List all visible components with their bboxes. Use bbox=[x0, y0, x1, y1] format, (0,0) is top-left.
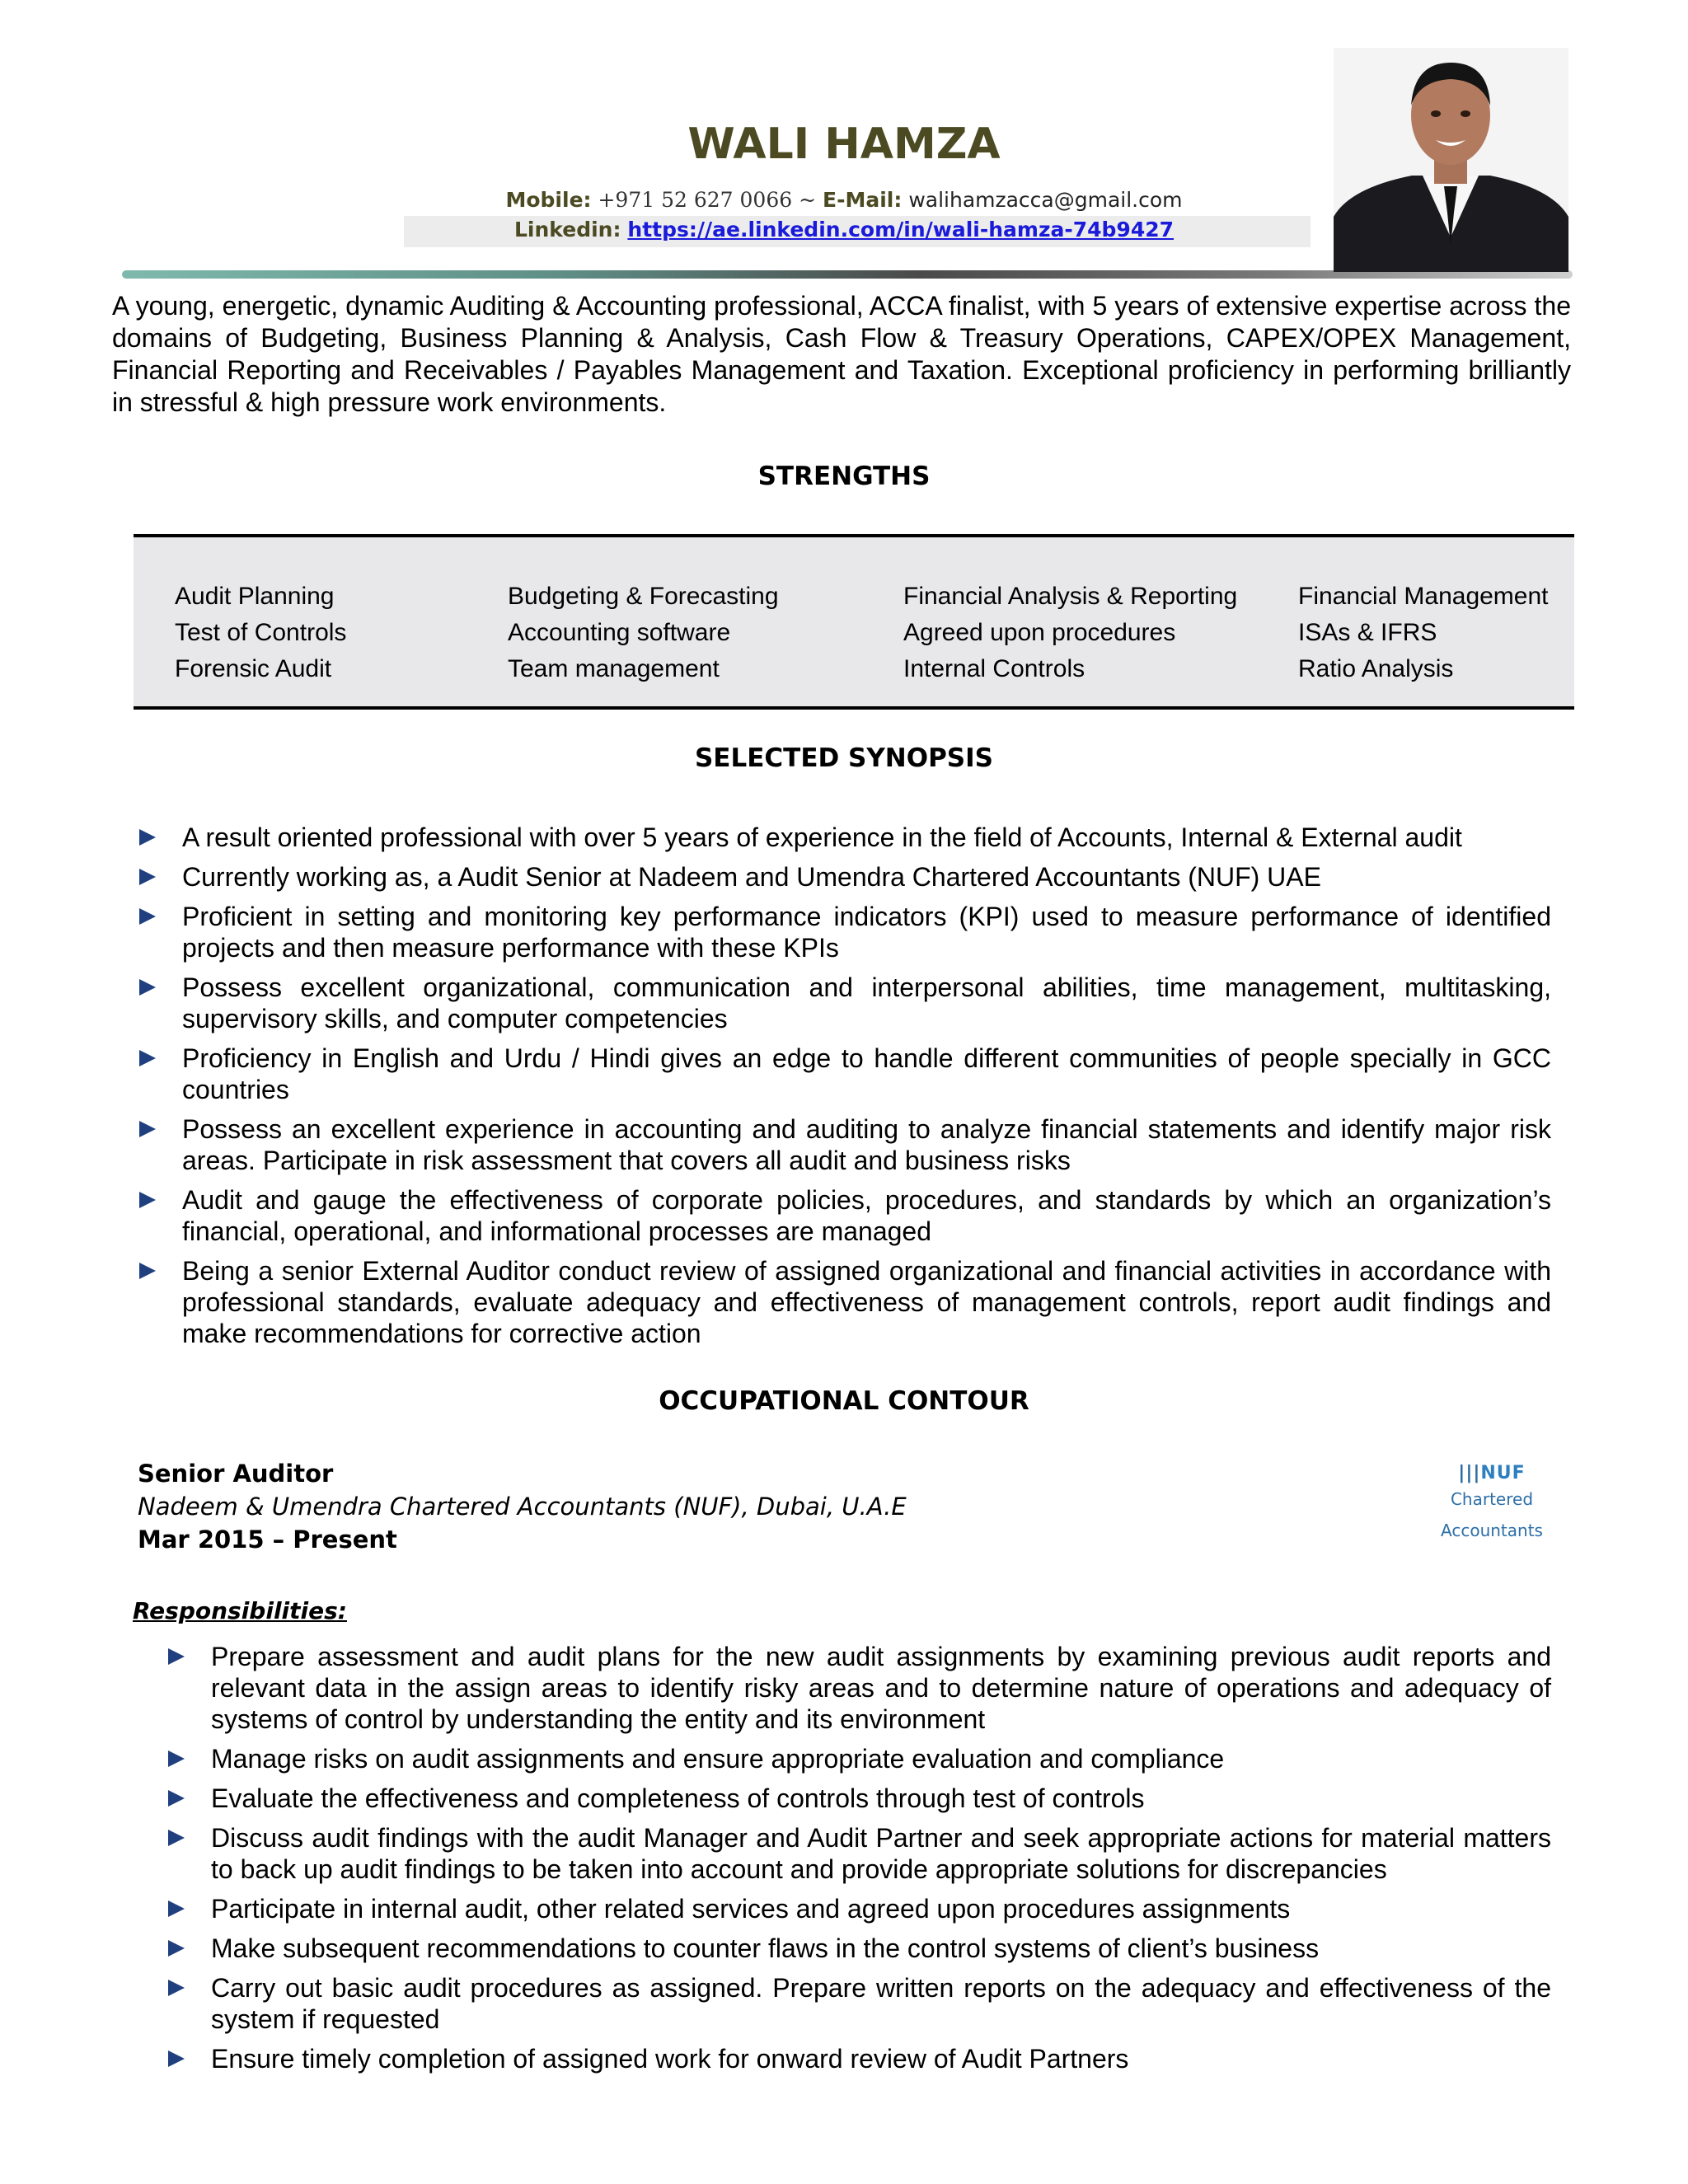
strength-item: Team management bbox=[508, 655, 720, 682]
job-entry bbox=[138, 1457, 907, 1556]
list-item: Ensure timely completion of assigned work for onward review of Audit Partners bbox=[168, 2043, 1551, 2074]
strengths-column-4 bbox=[1298, 579, 1549, 687]
logo-bars-icon: ||| bbox=[1458, 1463, 1481, 1483]
list-item: Prepare assessment and audit plans for the new audit assignments by examining previous audit reports and relevant data in the assign areas to identify risky areas and to determine nature of operations and adequacy of systems of control by understanding the entity and its environment bbox=[168, 1641, 1551, 1735]
mobile-label: Mobile: bbox=[505, 188, 592, 212]
synopsis-list bbox=[139, 822, 1551, 1357]
responsibilities-list bbox=[168, 1641, 1551, 2083]
company-logo bbox=[1426, 1463, 1558, 1554]
strength-item: Financial Management bbox=[1298, 583, 1549, 610]
strength-item: Budgeting & Forecasting bbox=[508, 583, 779, 610]
list-item: Possess excellent organizational, communication and interpersonal abilities, time management, multitasking, supervisory skills, and computer competencies bbox=[139, 972, 1551, 1034]
list-item: Currently working as, a Audit Senior at Nadeem and Umendra Chartered Accountants (NUF) UAE bbox=[139, 861, 1551, 893]
bullet-arrow-icon bbox=[168, 1830, 185, 1846]
list-item: Proficient in setting and monitoring key performance indicators (KPI) used to measure performance of identified projects and then measure performance with these KPIs bbox=[139, 901, 1551, 963]
logo-line-1: Chartered bbox=[1450, 1489, 1534, 1509]
strengths-column-2 bbox=[508, 579, 779, 687]
profile-photo bbox=[1334, 48, 1568, 272]
list-item: Being a senior External Auditor conduct review of assigned organizational and financial activities in accordance with professional standards, evaluate adequacy and effectiveness of management controls, report audit findings and make recommendations for corrective action bbox=[139, 1255, 1551, 1349]
email-address[interactable]: walihamzacca@gmail.com bbox=[908, 188, 1183, 212]
strengths-column-1 bbox=[175, 579, 346, 687]
strengths-heading: STRENGTHS bbox=[757, 462, 931, 491]
bullet-arrow-icon bbox=[139, 1050, 156, 1066]
strength-item: Forensic Audit bbox=[175, 655, 332, 682]
strength-item: Agreed upon procedures bbox=[903, 619, 1176, 646]
linkedin-link[interactable]: https://ae.linkedin.com/in/wali-hamza-74b9427 bbox=[627, 218, 1175, 241]
occupational-heading: OCCUPATIONAL CONTOUR bbox=[659, 1386, 1029, 1416]
list-item: Manage risks on audit assignments and ensure appropriate evaluation and compliance bbox=[168, 1743, 1551, 1774]
bullet-arrow-icon bbox=[139, 1192, 156, 1208]
bullet-arrow-icon bbox=[139, 1121, 156, 1137]
bullet-arrow-icon bbox=[168, 1790, 185, 1807]
bullet-arrow-icon bbox=[168, 1980, 185, 1996]
strength-item: Internal Controls bbox=[903, 655, 1085, 682]
job-company: Nadeem & Umendra Chartered Accountants (NUF), Dubai, U.A.E bbox=[138, 1493, 907, 1521]
job-title: Senior Auditor bbox=[138, 1460, 334, 1488]
job-period: Mar 2015 – Present bbox=[138, 1526, 397, 1554]
strengths-box bbox=[134, 534, 1574, 710]
linkedin-label: Linkedin: bbox=[513, 218, 621, 241]
bullet-arrow-icon bbox=[168, 1940, 185, 1957]
synopsis-heading: SELECTED SYNOPSIS bbox=[694, 743, 993, 773]
list-item: Audit and gauge the effectiveness of corporate policies, procedures, and standards by which an organization’s financial, operational, and informational processes are managed bbox=[139, 1184, 1551, 1247]
strength-item: Test of Controls bbox=[175, 619, 347, 646]
bullet-arrow-icon bbox=[139, 1263, 156, 1279]
strength-item: Accounting software bbox=[508, 619, 731, 646]
list-item: Possess an excellent experience in accounting and auditing to analyze financial statements and identify major risk areas. Participate in risk assessment that covers all audit and business risks bbox=[139, 1113, 1551, 1176]
list-item: Make subsequent recommendations to counter flaws in the control systems of client’s business bbox=[168, 1933, 1551, 1964]
strength-item: Financial Analysis & Reporting bbox=[903, 583, 1238, 610]
candidate-name: WALI HAMZA bbox=[687, 120, 1001, 169]
bullet-arrow-icon bbox=[168, 2050, 185, 2067]
responsibilities-heading: Responsibilities: bbox=[133, 1597, 347, 1624]
bullet-arrow-icon bbox=[139, 829, 156, 846]
logo-line-2: Accountants bbox=[1441, 1521, 1543, 1540]
logo-mark: |||NUF bbox=[1458, 1463, 1526, 1483]
strength-item: ISAs & IFRS bbox=[1298, 619, 1437, 646]
strengths-column-3 bbox=[903, 579, 1237, 687]
professional-summary: A young, energetic, dynamic Auditing & Accounting professional, ACCA finalist, with 5 years of extensive expertise across the domains of Budgeting, Business Planning & Analysis, Cash Flow & Treasury Operations, CAPEX/OPEX Management, Financial Reporting and Receivables / Payables Management and Taxation. Exceptional proficiency in performing brilliantly in stressful & high pressure work environments. bbox=[112, 291, 1571, 417]
bullet-arrow-icon bbox=[168, 1900, 185, 1917]
mobile-number: +971 52 627 0066 bbox=[598, 188, 793, 212]
email-label: E-Mail: bbox=[823, 188, 903, 212]
bullet-arrow-icon bbox=[168, 1648, 185, 1665]
bullet-arrow-icon bbox=[139, 979, 156, 996]
bullet-arrow-icon bbox=[139, 869, 156, 885]
resume-header bbox=[0, 0, 1688, 297]
bullet-arrow-icon bbox=[168, 1750, 185, 1767]
list-item: Participate in internal audit, other related services and agreed upon procedures assignments bbox=[168, 1893, 1551, 1924]
list-item: Evaluate the effectiveness and completeness of controls through test of controls bbox=[168, 1783, 1551, 1814]
list-item: A result oriented professional with over 5 years of experience in the field of Accounts, Internal & External audit bbox=[139, 822, 1551, 853]
profile-photo-illustration bbox=[1334, 48, 1568, 272]
strength-item: Ratio Analysis bbox=[1298, 655, 1454, 682]
strength-item: Audit Planning bbox=[175, 583, 335, 610]
list-item: Carry out basic audit procedures as assigned. Prepare written reports on the adequacy and effectiveness of the system if requested bbox=[168, 1972, 1551, 2035]
bullet-arrow-icon bbox=[139, 908, 156, 925]
list-item: Proficiency in English and Urdu / Hindi gives an edge to handle different communities of people specially in GCC countries bbox=[139, 1043, 1551, 1105]
contact-separator: ~ bbox=[799, 188, 817, 212]
list-item: Discuss audit findings with the audit Manager and Audit Partner and seek appropriate actions for material matters to back up audit findings to be taken into account and provide appropriate solutions for discrepancies bbox=[168, 1822, 1551, 1885]
